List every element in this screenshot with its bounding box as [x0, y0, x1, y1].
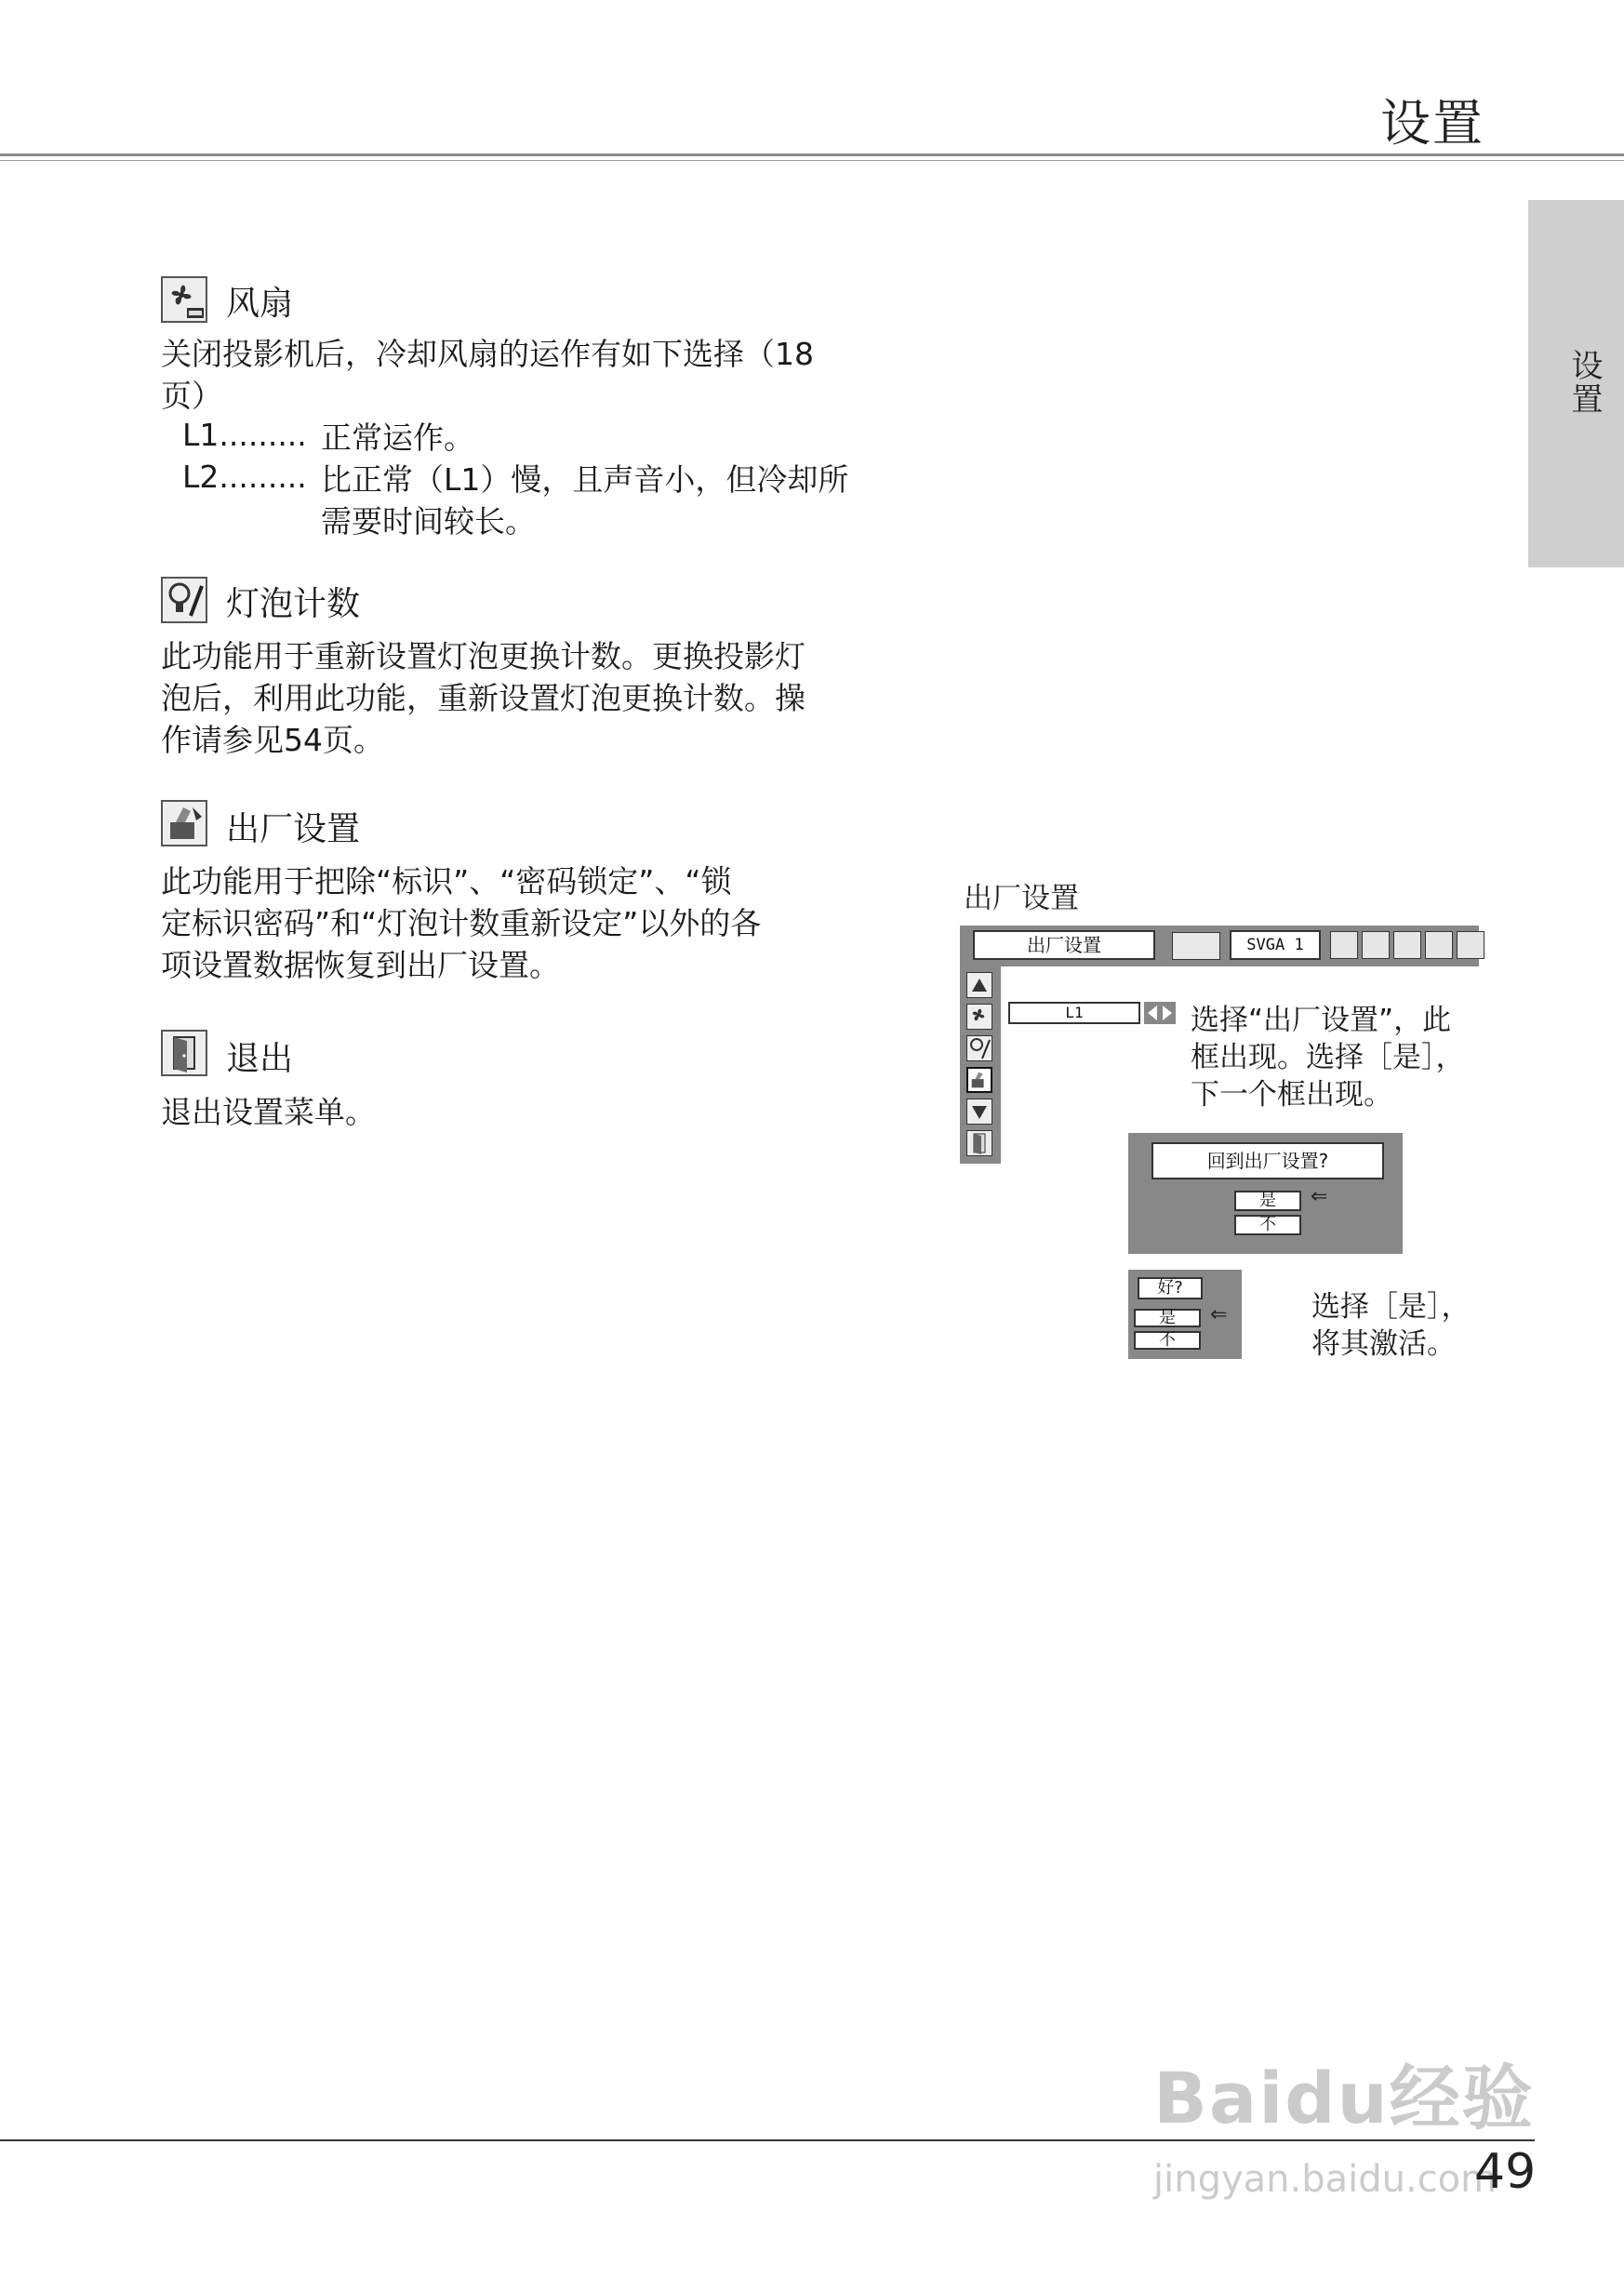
dialog-title: 好? — [1138, 1277, 1203, 1299]
side-chapter-tab — [1528, 200, 1624, 567]
text-line: 作请参见54页。 — [161, 722, 384, 758]
text-line: 需要时间较长。 — [321, 503, 536, 540]
fan-option-l2-desc — [321, 459, 848, 542]
osd-side-column — [960, 966, 1001, 1164]
text-line: 定标识密码”和“灯泡计数重新设定”以外的各 — [161, 905, 762, 941]
confirm-factory-dialog — [1128, 1133, 1403, 1254]
left-right-arrows-icon — [1144, 1002, 1176, 1024]
exit-description — [161, 1091, 376, 1133]
text-line: 退出设置菜单。 — [161, 1094, 376, 1130]
text-line: 将其激活。 — [1311, 1327, 1456, 1361]
exit-door-icon — [966, 1130, 992, 1156]
text-line: 框出现。选择［是］， — [1191, 1041, 1465, 1074]
header-rule-thin — [0, 160, 1624, 161]
image-adjust-icon — [1330, 931, 1358, 959]
dialog-no-option: 不 — [1234, 1215, 1301, 1235]
dialog-no-option: 不 — [1134, 1331, 1201, 1350]
sound-icon — [1425, 931, 1453, 959]
text-line: 关闭投影机后，冷却风扇的运作有如下选择（18 — [161, 336, 814, 372]
factory-default-icon — [966, 1067, 992, 1093]
watermark-url: jingyan.baidu.com — [1153, 2158, 1498, 2201]
osd-menu-bar — [960, 926, 1479, 966]
fan-icon — [161, 276, 207, 323]
text-line: 正常运作。 — [321, 420, 474, 456]
exit-section-title: 退出 — [226, 1040, 294, 1078]
text-line: 下一个框出现。 — [1191, 1078, 1392, 1112]
pointer-arrow-icon: ⇐ — [1210, 1303, 1228, 1326]
header-rule — [0, 153, 1624, 156]
lamp-description — [161, 635, 805, 761]
lamp-icon — [966, 1035, 992, 1061]
input-signal-label: SVGA 1 — [1230, 930, 1321, 960]
fan-option-l2-key: L2......... — [182, 459, 307, 495]
lamp-icon — [161, 577, 207, 623]
fan-value-field: L1 — [1008, 1002, 1140, 1024]
figure-note-1 — [1191, 1002, 1465, 1113]
exit-door-icon — [161, 1030, 207, 1076]
lamp-section-title: 灯泡计数 — [226, 585, 361, 623]
up-arrow-icon — [966, 972, 992, 998]
figure-note-2 — [1311, 1288, 1471, 1363]
side-tab-label: 设置 — [1565, 349, 1603, 416]
fan-description — [161, 333, 814, 417]
input-source-icon — [1172, 932, 1220, 960]
text-line: 选择［是］， — [1311, 1290, 1471, 1324]
pointer-arrow-icon: ⇐ — [1311, 1185, 1328, 1208]
fan-icon — [966, 1004, 992, 1030]
dialog-title: 回到出厂设置? — [1151, 1142, 1384, 1179]
dialog-yes-option: 是 — [1134, 1309, 1201, 1327]
text-line: 选择“出厂设置”，此 — [1191, 1004, 1452, 1037]
fan-option-l1-desc — [321, 417, 474, 459]
text-line: 此功能用于把除“标识”、“密码锁定”、“锁 — [161, 863, 732, 899]
page-title: 设置 — [1380, 94, 1484, 153]
text-line: 比正常（L1）慢，且声音小，但冷却所 — [321, 461, 849, 498]
factory-default-icon — [161, 800, 207, 846]
final-confirm-dialog — [1128, 1270, 1242, 1359]
fan-section-title: 风扇 — [226, 285, 294, 323]
figure-caption: 出厂设置 — [964, 882, 1079, 915]
text-line: 此功能用于重新设置灯泡更换计数。更换投影灯 — [161, 638, 805, 674]
color-adjust-icon — [1362, 931, 1390, 959]
text-line: 泡后，利用此功能，重新设置灯泡更换计数。操 — [161, 680, 805, 716]
setting-icon — [1457, 931, 1484, 959]
factory-description — [161, 860, 761, 986]
baidu-watermark: Baidu经验 — [1153, 2057, 1535, 2139]
text-line: 页） — [161, 378, 222, 414]
down-arrow-icon — [966, 1099, 992, 1125]
factory-section-title: 出厂设置 — [226, 810, 361, 848]
text-line: 项设置数据恢复到出厂设置。 — [161, 947, 560, 983]
screen-icon — [1393, 931, 1421, 959]
fan-option-l1-key: L1......... — [182, 417, 307, 453]
osd-menu-title: 出厂设置 — [973, 930, 1155, 960]
page-number: 49 — [1474, 2144, 1537, 2200]
dialog-yes-option: 是 — [1234, 1191, 1301, 1211]
